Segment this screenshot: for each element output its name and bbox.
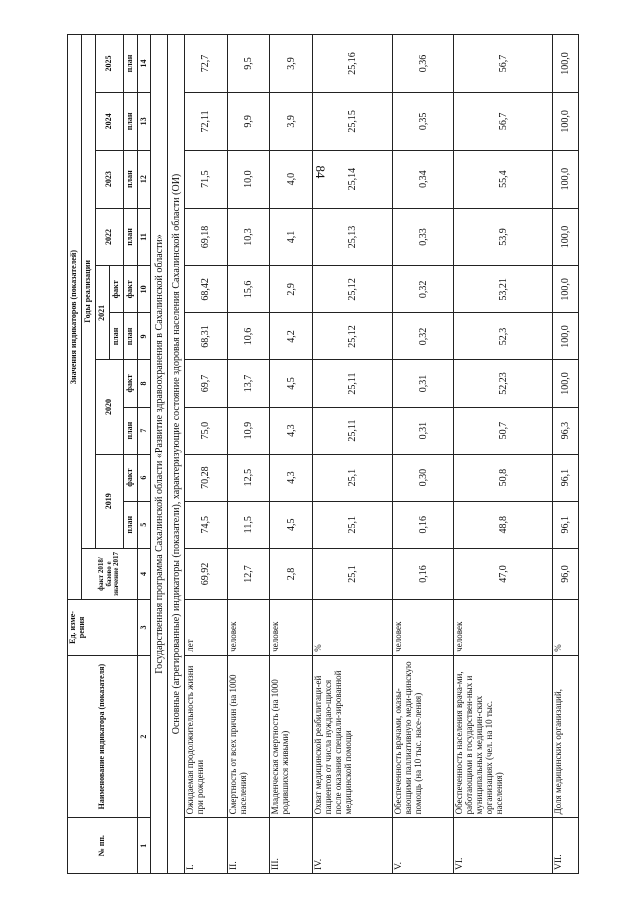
value-cell: 0,32 [393, 313, 454, 360]
row-number: V. [393, 818, 454, 874]
header-2020-plan: план [124, 407, 138, 454]
header-year-2025: 2025 [96, 35, 124, 93]
value-cell: 96,1 [552, 454, 578, 501]
value-cell: 2,9 [270, 266, 313, 313]
unit-cell: человек [454, 600, 552, 656]
value-cell: 100,0 [552, 313, 578, 360]
value-cell: 72,11 [185, 93, 228, 151]
row-number: VII. [552, 818, 578, 874]
column-number-cell: 13 [138, 93, 151, 151]
value-cell: 96,1 [552, 501, 578, 548]
row-number: II. [227, 818, 270, 874]
value-cell: 69,7 [185, 360, 228, 407]
indicators-table [67, 34, 579, 874]
column-number-cell: 14 [138, 35, 151, 93]
value-cell: 100,0 [552, 150, 578, 208]
value-cell: 3,9 [270, 93, 313, 151]
value-cell: 53,9 [454, 208, 552, 266]
header-2024-plan: план [124, 93, 138, 151]
header-values-title: Значения индикаторов (показателей) [68, 35, 82, 600]
value-cell: 69,18 [185, 208, 228, 266]
header-2021-plan-b: план [124, 313, 138, 360]
value-cell: 56,7 [454, 35, 552, 93]
unit-cell: % [552, 600, 578, 656]
value-cell: 68,31 [185, 313, 228, 360]
unit-cell: человек [270, 600, 313, 656]
indicator-name: Младенческая смертность (на 1000 родившихся живыми) [270, 655, 313, 818]
value-cell: 25,11 [313, 360, 393, 407]
value-cell: 100,0 [552, 93, 578, 151]
value-cell: 13,7 [227, 360, 270, 407]
row-number: III. [270, 818, 313, 874]
value-cell: 4,5 [270, 360, 313, 407]
header-2019-fact: факт [124, 454, 138, 501]
header-2019-plan: план [124, 501, 138, 548]
page-number: 84 [313, 165, 328, 179]
row-number: VI. [454, 818, 552, 874]
value-cell: 96,3 [552, 407, 578, 454]
column-number-cell: 11 [138, 208, 151, 266]
value-cell: 0,30 [393, 454, 454, 501]
header-2022-plan: план [124, 208, 138, 266]
indicator-name: Охват медицинской реабилитаци-ей пациентов от числа нуждаю-щихся после оказания специали-зированной медицинской помощи [313, 655, 393, 818]
value-cell: 4,1 [270, 208, 313, 266]
rotated-table-container [67, 34, 579, 874]
value-cell: 25,14 [313, 150, 393, 208]
value-cell: 47,0 [454, 548, 552, 599]
header-unit: Ед. изме-рения [68, 600, 138, 656]
value-cell: 100,0 [552, 208, 578, 266]
header-year-2024: 2024 [96, 93, 124, 151]
header-2020-fact: факт [124, 360, 138, 407]
value-cell: 0,32 [393, 266, 454, 313]
header-year-2022: 2022 [96, 208, 124, 266]
column-number-cell: 9 [138, 313, 151, 360]
header-2021-plan: план [110, 313, 124, 360]
column-number-row [138, 35, 151, 874]
value-cell: 70,28 [185, 454, 228, 501]
value-cell: 96,0 [552, 548, 578, 599]
table-row [313, 35, 393, 874]
header-year-2019: 2019 [96, 454, 124, 548]
value-cell: 25,1 [313, 454, 393, 501]
unit-cell: человек [393, 600, 454, 656]
header-row-1 [68, 35, 82, 874]
header-base-fact: факт 2018/базово е значение 2017 [82, 548, 138, 599]
value-cell: 12,5 [227, 454, 270, 501]
value-cell: 25,1 [313, 501, 393, 548]
value-cell: 4,0 [270, 150, 313, 208]
unit-cell: лет [185, 600, 228, 656]
value-cell: 0,16 [393, 548, 454, 599]
indicator-name: Доля медицинских организаций, [552, 655, 578, 818]
value-cell: 2,8 [270, 548, 313, 599]
value-cell: 71,5 [185, 150, 228, 208]
value-cell: 100,0 [552, 266, 578, 313]
value-cell: 56,7 [454, 93, 552, 151]
unit-cell: человек [227, 600, 270, 656]
value-cell: 3,9 [270, 35, 313, 93]
value-cell: 53,21 [454, 266, 552, 313]
value-cell: 25,12 [313, 266, 393, 313]
value-cell: 10,3 [227, 208, 270, 266]
value-cell: 72,7 [185, 35, 228, 93]
header-name: Наименование индикатора (показателя) [68, 655, 138, 818]
value-cell: 25,15 [313, 93, 393, 151]
value-cell: 10,0 [227, 150, 270, 208]
value-cell: 69,92 [185, 548, 228, 599]
row-number: I. [185, 818, 228, 874]
value-cell: 52,23 [454, 360, 552, 407]
column-number-cell: 10 [138, 266, 151, 313]
indicator-name: Смертность от всех причин (на 1000 населения) [227, 655, 270, 818]
value-cell: 0,31 [393, 360, 454, 407]
table-row [270, 35, 313, 874]
value-cell: 74,5 [185, 501, 228, 548]
table-row [393, 35, 454, 874]
value-cell: 55,4 [454, 150, 552, 208]
header-years-title: Годы реализации [82, 35, 96, 549]
program-title: Государственная программа Сахалинской области «Развитие здравоохранения в Сахалинской области» [151, 35, 168, 874]
header-2021-fact-b: факт [124, 266, 138, 313]
value-cell: 4,2 [270, 313, 313, 360]
indicator-name: Обеспеченность врачами, оказы-вающими паллиативную меди-цинскую помощь (на 10 тыс. насе-ления) [393, 655, 454, 818]
value-cell: 75,0 [185, 407, 228, 454]
header-num: № пп. [68, 818, 138, 874]
table-row [454, 35, 552, 874]
value-cell: 11,5 [227, 501, 270, 548]
value-cell: 9,9 [227, 93, 270, 151]
value-cell: 0,16 [393, 501, 454, 548]
value-cell: 10,9 [227, 407, 270, 454]
column-number-cell: 12 [138, 150, 151, 208]
value-cell: 52,3 [454, 313, 552, 360]
value-cell: 25,16 [313, 35, 393, 93]
value-cell: 100,0 [552, 35, 578, 93]
header-year-2023: 2023 [96, 150, 124, 208]
value-cell: 68,42 [185, 266, 228, 313]
value-cell: 25,11 [313, 407, 393, 454]
value-cell: 0,33 [393, 208, 454, 266]
table-row [185, 35, 228, 874]
value-cell: 0,34 [393, 150, 454, 208]
value-cell: 25,1 [313, 548, 393, 599]
value-cell: 9,5 [227, 35, 270, 93]
header-year-2021: 2021 [96, 266, 110, 360]
indicator-name: Обеспеченность населения врача-ми, работающими в государствен-ных и муниципальных медицин-ских организациях (чел. на 10 тыс. населения) [454, 655, 552, 818]
column-number-cell: 4 [138, 548, 151, 599]
value-cell: 25,13 [313, 208, 393, 266]
value-cell: 15,6 [227, 266, 270, 313]
row-number: IV. [313, 818, 393, 874]
value-cell: 50,7 [454, 407, 552, 454]
column-number-cell: 8 [138, 360, 151, 407]
header-year-2020: 2020 [96, 360, 124, 454]
column-number-cell: 5 [138, 501, 151, 548]
value-cell: 48,8 [454, 501, 552, 548]
column-number-cell: 6 [138, 454, 151, 501]
column-number-cell: 3 [138, 600, 151, 656]
header-2025-plan: план [124, 35, 138, 93]
value-cell: 10,6 [227, 313, 270, 360]
indicator-name: Ожидаемая продолжительность жизни при рождении [185, 655, 228, 818]
value-cell: 50,8 [454, 454, 552, 501]
column-number-cell: 7 [138, 407, 151, 454]
header-2021-fact: факт [110, 266, 124, 313]
column-number-cell: 2 [138, 655, 151, 818]
section-title-row [168, 35, 185, 874]
section-title: Основные (агрегированные) индикаторы (показатели), характеризующие состояние здоровья населения Сахалинской области (ОИ) [168, 35, 185, 874]
header-2023-plan: план [124, 150, 138, 208]
value-cell: 0,36 [393, 35, 454, 93]
value-cell: 4,3 [270, 454, 313, 501]
value-cell: 0,35 [393, 93, 454, 151]
table-row [227, 35, 270, 874]
value-cell: 12,7 [227, 548, 270, 599]
unit-cell: % [313, 600, 393, 656]
program-title-row [151, 35, 168, 874]
value-cell: 100,0 [552, 360, 578, 407]
value-cell: 25,12 [313, 313, 393, 360]
column-number-cell: 1 [138, 818, 151, 874]
value-cell: 4,5 [270, 501, 313, 548]
value-cell: 0,31 [393, 407, 454, 454]
table-row [552, 35, 578, 874]
value-cell: 4,3 [270, 407, 313, 454]
